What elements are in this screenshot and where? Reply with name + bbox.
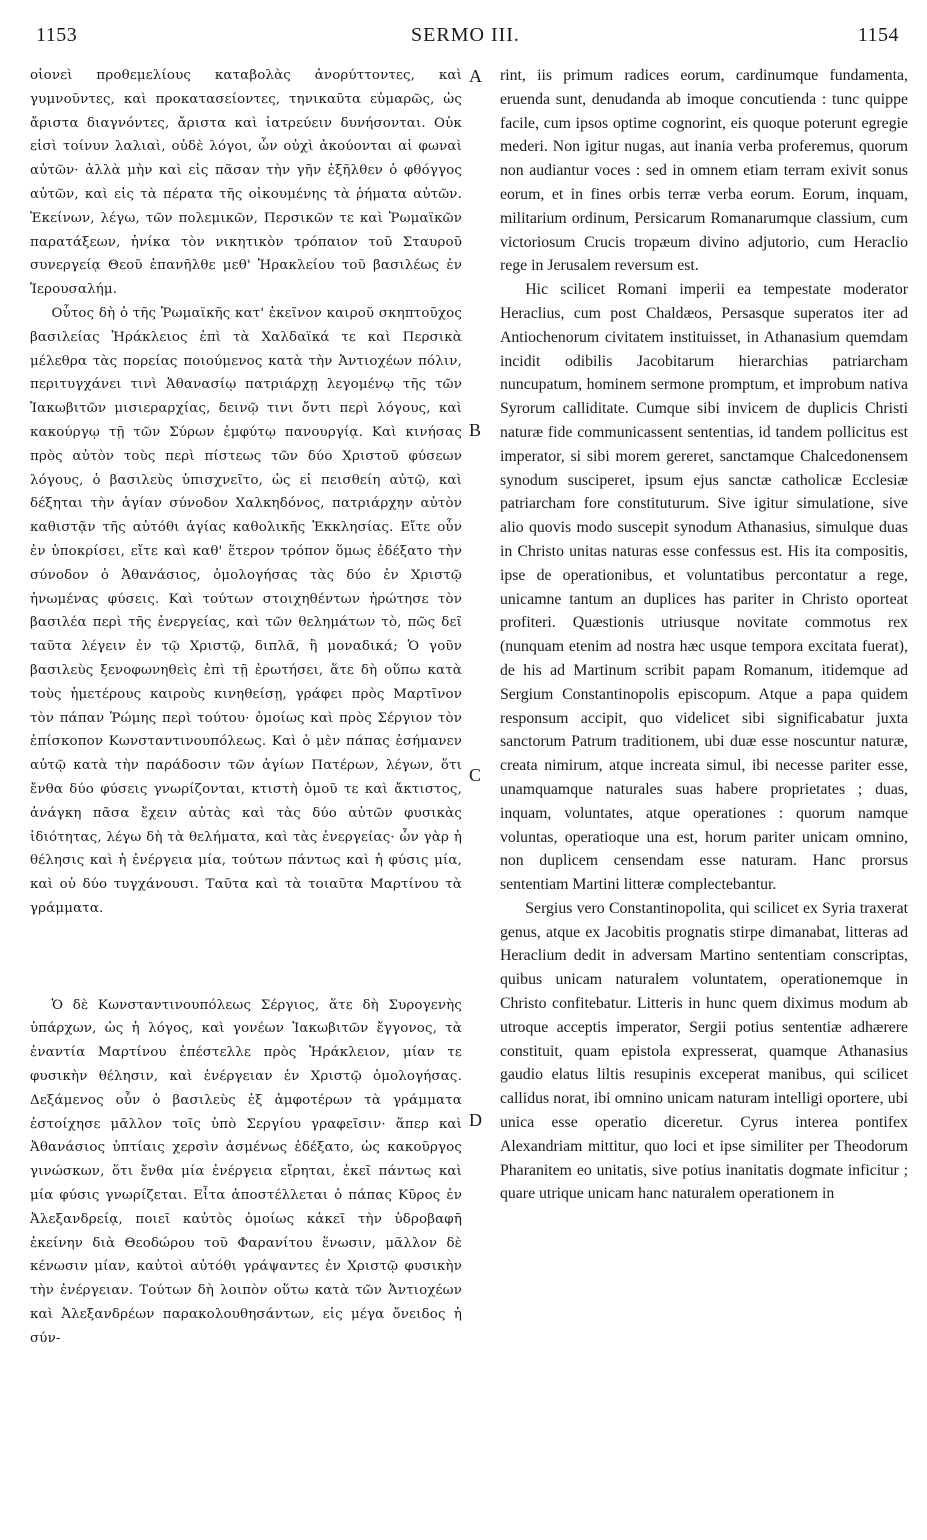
latin-column	[500, 64, 908, 1206]
page-number-left: 1153	[36, 24, 78, 46]
page-number-right: 1154	[857, 24, 899, 46]
greek-paragraph-1: οἱονεὶ προθεμελίους καταβολὰς ἀνορύττοντες, καὶ γυμνοῦντες, καὶ προκατασείοντες, τηνικαῦτα εὐμαρῶς, ὡς ἄριστα διαγνόντες, ἄριστα καὶ ἰατρεύειν δυνήσονται. Οὐκ εἰσὶ τοίνυν λαλιαὶ, οὐδὲ λόγοι, ὧν οὐχὶ ἀκούονται αἱ φωναὶ αὐτῶν· ἀλλὰ μὴν καὶ εἰς πᾶσαν τὴν γῆν ἐξῆλθεν ὁ φθόγγος αὐτῶν, καὶ εἰς τὰ πέρατα τῆς οἰκουμένης τὰ ῥήματα αὐτῶν. Ἐκείνων, λέγω, τῶν πολεμικῶν, Περσικῶν τε καὶ Ῥωμαϊκῶν παρατάξεων, ἡνίκα τὸν νικητικὸν τρόπαιον τοῦ Σταυροῦ συνεργείᾳ Θεοῦ ἐπανῆλθε μεθ' Ἡρακλείου τοῦ βασιλέως ἐν Ἱερουσαλήμ.	[30, 68, 462, 298]
margin-marker-a: A	[469, 66, 482, 86]
margin-marker-c: C	[469, 765, 482, 785]
greek-column	[30, 64, 462, 1351]
latin-paragraph-1: rint, iis primum radices eorum, cardinumque fundamenta, eruenda sunt, denudanda ab imoque concutienda : tunc quippe facile, cum ipsos optime cognorint, eis quoque poterunt egregie mederi. Non igitur nugas, aut inania verba proferemus, quorum non audiantur voces : sed in omnem etiam terram exivit sonus eorum, et in fines orbis terræ verba eorum. Eorum, inquam, militarium ordinum, Persicarum Romanarumque classium, cum victoriosum Crucis tropæum divino adjutorio, cum Heraclio rege in Jerusalem reversum est.	[500, 67, 908, 275]
running-title: SERMO III.	[411, 24, 520, 46]
running-header	[22, 14, 909, 50]
latin-paragraph-2: Hic scilicet Romani imperii ea tempestate moderator Heraclius, cum post Chaldæos, Persasque superatos iter ad Antiochenorum civitatem instituisset, in Athanasium quemdam incidit odibilis Jacobitarum hierarchias patriarcham nuncupatum, hominem sermone promptum, et improbum nativa Syrorum calliditate. Cumque sibi invicem de duplicis Christi naturæ fide communicassent sententias, id tandem pollicitus est imperator, si sibi morem gereret, sanctamque Chalcedonensem synodum susciperet, ipsum ejus sanctæ catholicæ Ecclesiæ patriarcham fore constituturum. Sive igitur simulatione, sive alio quovis modo suscepit synodum Athanasius, simulque duas in Christo unitas naturas esse confessus est. His ita compositis, ipse de operationibus, et voluntatibus percontatur a rege, unicamne tantum an duplices has pariter in Christo oporteat profiteri. Quæstionis utriusque novitate commotus rex (nunquam etenim ad nostra hæc usque tempora excitata fuerat), de his ad Martinum scribit papam Romanum, itidemque ad Sergium Constantinopolis episcopum. Atque a papa quidem responsum accipit, quo videlicet sibi significabatur juxta sanctorum Patrum traditionem, ubi duæ esse noscuntur naturæ, creata nimirum, atque increata simul, ibi necesse pariter esse, unamquamque naturales suas habere proprietates ; duas, inquam, voluntates, atque operationes : quorum namque voluntas, operatioque una est, horum pariter unicam omnino, non duplicem censendam esse naturam. Hanc prorsus sententiam Martini litteræ complectebantur.	[500, 281, 908, 894]
greek-paragraph-2: Οὗτος δὴ ὁ τῆς Ῥωμαϊκῆς κατ' ἐκεῖνον καιροῦ σκηπτοῦχος βασιλείας Ἡράκλειος ἐπὶ τὰ Χαλδαϊκά τε καὶ Περσικὰ μέλεθρα τὰς πορείας ποιούμενος κατὰ τὴν Ἀντιοχέων πόλιν, περιτυγχάνει τινὶ Ἀθανασίῳ πατριάρχῃ λεγομένῳ τῆς τῶν Ἰακωβιτῶν μισιεραρχίας, δεινῷ τινι ὄντι περὶ λόγους, καὶ κακούργῳ τῇ τῶν Σύρων ἐμφύτῳ πανουργίᾳ. Καὶ κινήσας πρὸς αὐτὸν τοὺς περὶ πίστεως τῶν δύο Χριστοῦ φύσεων λόγους, ὁ βασιλεὺς ὑπισχνεῖτο, ὡς εἰ πεισθείη αὐτῷ, καὶ δέξηται τὴν ἁγίαν σύνοδον Χαλκηδόνος, πατριάρχην αὐτὸν καθιστᾷν τῆς αὐτόθι ἁγίας καθολικῆς Ἐκκλησίας. Εἴτε οὖν ἐν ὑποκρίσει, εἴτε καὶ καθ' ἕτερον τρόπον ὅμως ἐδέξατο τὴν σύνοδον ὁ Ἀθανάσιος, ὁμολογήσας τὰς δύο ἐν Χριστῷ ἡνωμένας φύσεις. Καὶ τούτων στοιχηθέντων ἠρώτησε τὸν βασιλέα περὶ τῆς ἐνεργείας, καὶ τῶν θελημάτων τὸ, πῶς δεῖ ταῦτα λέγειν ἐν τῷ Χριστῷ, διπλᾶ, ἢ μοναδικά; Ὁ γοῦν βασιλεὺς ξενοφωνηθεὶς ἐπὶ τῇ ἐρωτήσει, ἅτε δὴ οὕπω κατὰ τοὺς ἡμετέρους καιροὺς κινηθείσῃ, γράφει πρὸς Μαρτῖνον τὸν πάπαν Ῥώμης περὶ τούτου· ὁμοίως καὶ πρὸς Σέργιον τὸν ἐπίσκοπον Κωνσταντινουπόλεως. Καὶ ὁ μὲν πάπας ἐσήμανεν αὐτῷ κατὰ τὴν παράδοσιν τῶν ἁγίων Πατέρων, λέγων, ὅτι ἔνθα δύο φύσεις γνωρίζονται, κτιστὴ ὁμοῦ τε καὶ ἄκτιστος, ἀνάγκη πᾶσα ἔχειν αὐτὰς καὶ τὰς δύο αὐτῶν φυσικὰς ἰδιότητας, λέγω δὴ τὰ θελήματα, καὶ τὰς ἐνεργείας· ὧν γὰρ ἡ θέλησις καὶ ἡ ἐνέργεια μία, τούτων πάντως καὶ ἡ φύσις μία, καὶ οὐ δύο τυγχάνουσι. Ταῦτα καὶ τὰ τοιαῦτα Μαρτίνου τὰ γράμματα.	[30, 305, 462, 916]
margin-marker-b: B	[469, 420, 482, 440]
column-gap	[30, 921, 462, 994]
greek-paragraph-3: Ὁ δὲ Κωνσταντινουπόλεως Σέργιος, ἅτε δὴ Συρογενὴς ὑπάρχων, ὡς ἡ λόγος, καὶ γονέων Ἰακωβιτῶν ἔγγονος, τὰ ἐναντία Μαρτίνου ἐπέστελλε πρὸς Ἡράκλειον, μίαν τε φυσικὴν θέλησιν, καὶ ἐνέργειαν ἐν Χριστῷ ὁμολογήσας. Δεξάμενος οὖν ὁ βασιλεὺς ἐξ ἀμφοτέρων τὰ γράμματα ἐστοίχησε μᾶλλον τοῖς ὑπὸ Σεργίου γραφεῖσιν· ἅπερ καὶ Ἀθανάσιος ὑπτίαις χερσὶν ἀσμένως ἐδέξατο, ὡς κακοῦργος γινώσκων, ὅτι ἔνθα μία ἐνέργεια εἴρηται, ἐκεῖ πάντως καὶ μία φύσις γνωρίζεται. Εἶτα ἀποστέλλεται ὁ πάπας Κῦρος ἐν Ἀλεξανδρείᾳ, ποιεῖ καὐτὸς ὁμοίως κἀκεῖ τὴν ὑδροβαφῆ ἐκείνην διὰ Θεοδώρου τοῦ Φαρανίτου ἕνωσιν, μᾶλλον δὲ κένωσιν μίαν, καὐτοὶ αὐτόθι γράψαντες ἐν Χριστῷ φυσικὴν τὴν ἐνέργειαν. Τούτων δὴ λοιπὸν οὕτω κατὰ τῶν Ἀντιοχέων καὶ Ἀλεξανδρέων παρακολουθησάντων, εἰς μέγα ὄνειδος ἡ σύν-	[30, 997, 462, 1346]
margin-marker-d: D	[469, 1110, 482, 1130]
latin-paragraph-3: Sergius vero Constantinopolita, qui scilicet ex Syria traxerat genus, atque ex Jacobitis prognatis stirpe dimanabat, litteras ad Heraclium dedit in adversam Martino sententiam conscriptas, quibus unicam naturalem voluntatem, operationemque in Christo confitebatur. Litteris in hunc quem diximus modum ab utroque acceptis imperator, Sergii potius sententiæ adhærere constituit, quam epistola expresserat, quamque Athanasius gaudio elatus liltis resupinis exceperat manibus, qui scilicet callidus norat, ibi omnino unicam naturam intelligi oportere, ubi unica esse operatio diceretur. Cyrus interea pontifex Alexandriam mittitur, quo loci et ipse similiter per Theodorum Pharanitem eo unitatis, sive potius inanitatis dogmate inficitur ; quare utrique unicam hanc naturalem operationem in	[500, 899, 908, 1203]
